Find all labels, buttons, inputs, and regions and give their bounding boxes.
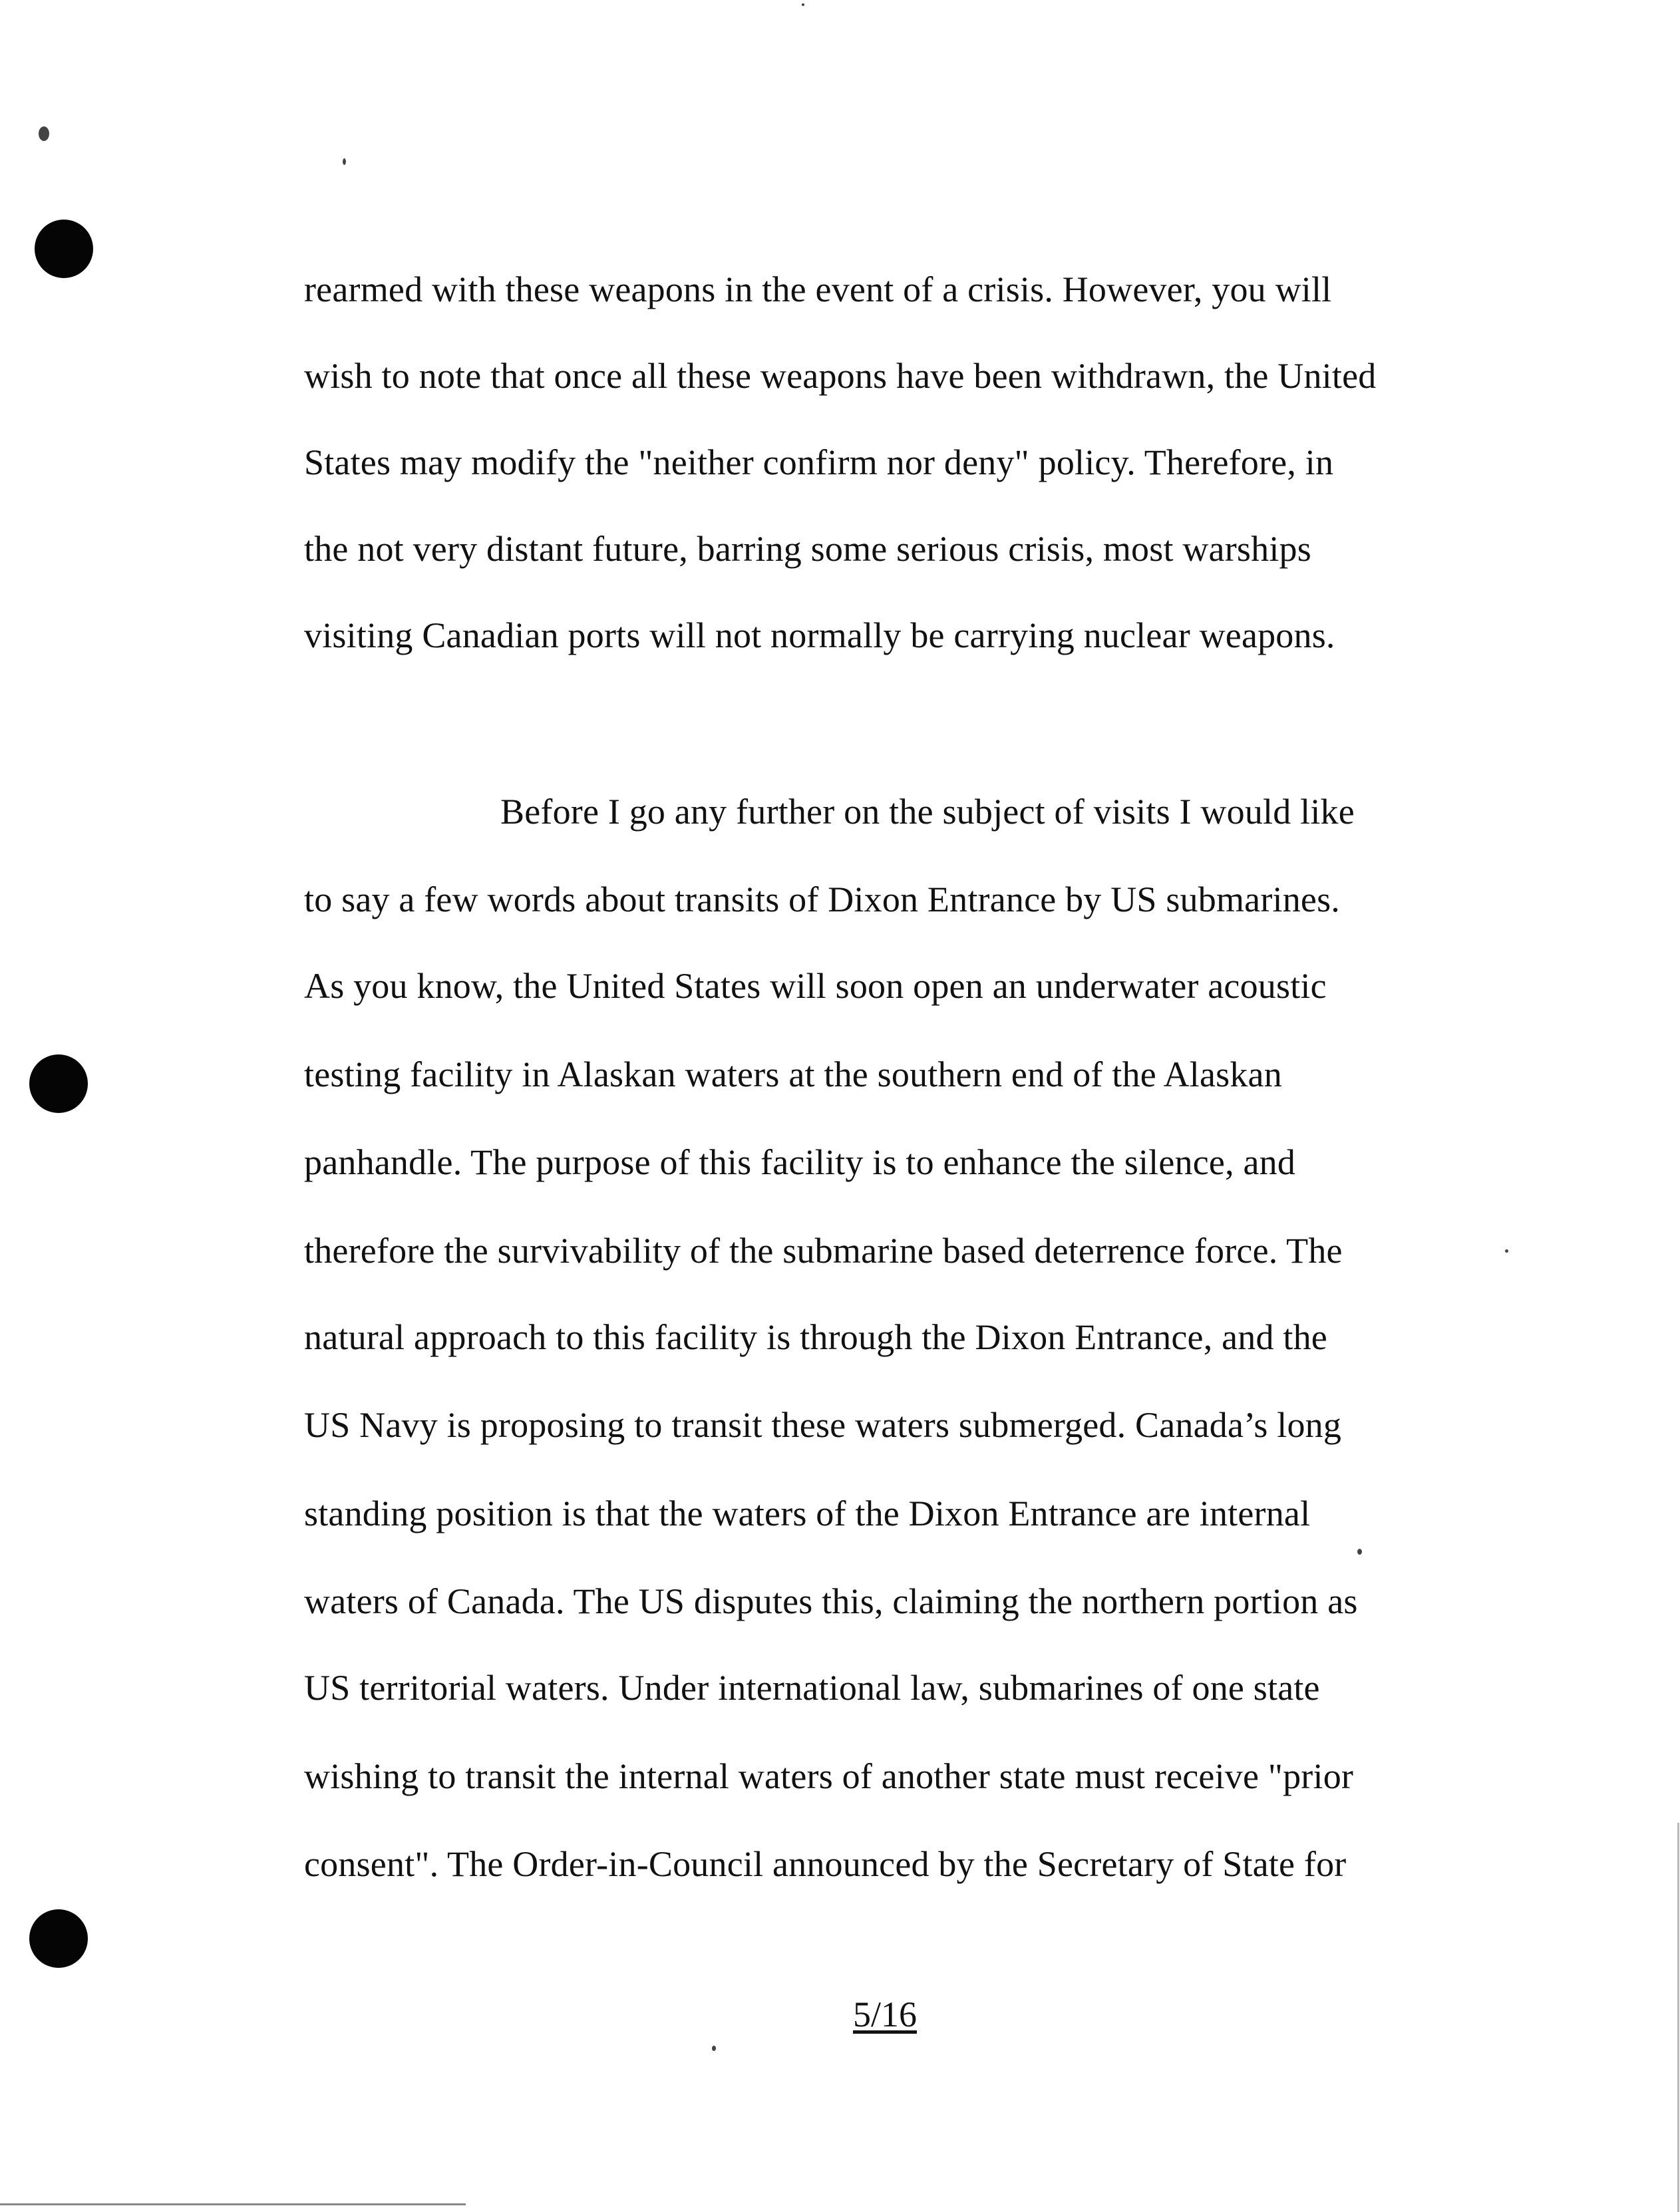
punch-hole: [29, 1909, 88, 1968]
body-text-line: rearmed with these weapons in the event of a crisis. However, you will: [304, 269, 1332, 309]
body-text-line: As you know, the United States will soon open an underwater acoustic: [304, 966, 1327, 1006]
scan-speck: [802, 3, 804, 6]
scan-speck: [1357, 1549, 1362, 1555]
body-text-line: Before I go any further on the subject of visits I would like: [500, 792, 1355, 832]
scan-speck: [39, 126, 49, 141]
punch-hole: [35, 220, 93, 278]
body-text-line: to say a few words about transits of Dixon Entrance by US submarines.: [304, 879, 1340, 919]
body-text-line: US territorial waters. Under international law, submarines of one state: [304, 1668, 1320, 1708]
body-text-line: testing facility in Alaskan waters at the southern end of the Alaskan: [304, 1054, 1282, 1094]
body-text-line: therefore the survivability of the submarine based deterrence force. The: [304, 1231, 1343, 1271]
body-text-line: States may modify the "neither confirm nor deny" policy. Therefore, in: [304, 442, 1334, 482]
body-text-line: consent". The Order-in-Council announced by the Secretary of State for: [304, 1844, 1347, 1884]
body-text-line: standing position is that the waters of the Dixon Entrance are internal: [304, 1494, 1311, 1533]
body-text-line: wishing to transit the internal waters of another state must receive "prior: [304, 1756, 1354, 1796]
body-text-line: panhandle. The purpose of this facility is to enhance the silence, and: [304, 1142, 1296, 1182]
body-text-line: wish to note that once all these weapons have been withdrawn, the United: [304, 356, 1377, 396]
scan-speck: [712, 2046, 716, 2051]
scan-edge: [0, 2203, 466, 2205]
page-number: 5/16: [853, 1994, 918, 2034]
body-text-line: natural approach to this facility is through the Dixon Entrance, and the: [304, 1317, 1327, 1357]
body-text-line: waters of Canada. The US disputes this, claiming the northern portion as: [304, 1581, 1358, 1621]
punch-hole: [29, 1054, 88, 1113]
scan-speck: [1505, 1249, 1508, 1253]
body-text-line: US Navy is proposing to transit these waters submerged. Canada’s long: [304, 1405, 1342, 1445]
scan-edge: [1677, 1823, 1679, 2212]
body-text-line: the not very distant future, barring some serious crisis, most warships: [304, 529, 1311, 569]
scan-speck: [343, 158, 346, 165]
body-text-line: visiting Canadian ports will not normally be carrying nuclear weapons.: [304, 615, 1335, 655]
